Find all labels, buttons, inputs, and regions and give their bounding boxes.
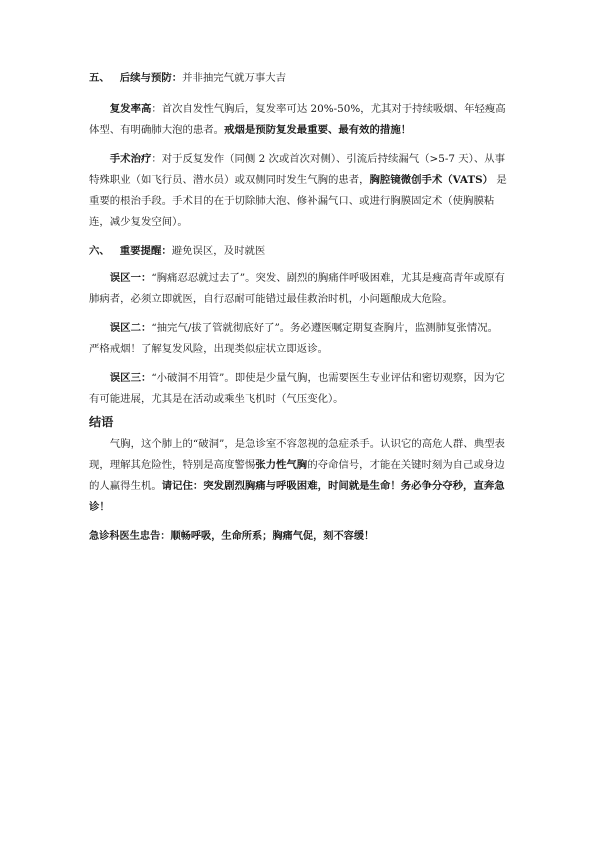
section-heading-reminder — [89, 241, 507, 262]
section-heading-followup — [89, 68, 507, 89]
surgery-text-2: 是重要的根治手段。手术目的在于切除肺大泡、修补漏气口、或进行胸膜固定术（使胸膜粘连，减少复发空间）。 — [89, 174, 507, 228]
paragraph-myth-2 — [89, 318, 507, 360]
conclusion-heading: 结语 — [89, 415, 114, 429]
paragraph-surgery — [89, 149, 507, 233]
conclusion-text-1: 气胸，这个肺上的“破洞”，是急诊室不容忽视的急症杀手。认识它的高危人群、典型表现，理解其危险性，特别是高度警惕 — [89, 438, 505, 471]
surgery-colon: ： — [151, 153, 162, 165]
myth-label: 误区三： — [109, 372, 152, 384]
conclusion-emphasis-1: 张力性气胸 — [255, 459, 308, 471]
myth-text: “抽完气/拔了管就彻底好了”。务必遵医嘱定期复查胸片，监测肺复张情况。严格戒烟！了解复发风险，出现类似症状立即返诊。 — [89, 322, 498, 355]
paragraph-myth-1 — [89, 268, 507, 310]
conclusion-text-2: 的夺命信号，才能在关键时刻为自己或身边的人赢得生机。 — [89, 459, 505, 492]
paragraph-recurrence — [89, 99, 507, 141]
document-content — [89, 68, 507, 547]
conclusion-emphasis-2: 请记住：突发剧烈胸痛与呼吸困难，时间就是生命！务必争分夺秒，直奔急诊！ — [89, 480, 505, 513]
surgery-label: 手术治疗 — [109, 153, 152, 165]
myth-text: “小破洞不用管”。即使是少量气胸，也需要医生专业评估和密切观察，因为它有可能进展，尤其是在活动或乘坐飞机时（气压变化）。 — [89, 372, 505, 405]
section-subtitle: 并非抽完气就万事大吉 — [182, 72, 287, 84]
myth-text: “胸痛忍忍就过去了”。突发、剧烈的胸痛伴呼吸困难，尤其是瘦高青年或原有肺病者，必须立即就医，自行忍耐可能错过最佳救治时机，小问题酿成大危险。 — [89, 272, 505, 305]
section-number: 六、 — [89, 245, 110, 257]
section-title: 重要提醒： — [119, 245, 172, 257]
section-subtitle: 避免误区，及时就医 — [171, 245, 266, 257]
myth-label: 误区一： — [109, 272, 152, 284]
myth-label: 误区二： — [109, 322, 152, 334]
doctor-advice: 急诊科医生忠告：顺畅呼吸，生命所系；胸痛气促，刻不容缓！ — [89, 531, 375, 542]
recurrence-text: 首次自发性气胸后，复发率可达 20%-50%，尤其对于持续吸烟、年轻瘦高体型、有明确肺大泡的患者。 — [89, 103, 506, 136]
section-title: 后续与预防： — [119, 72, 183, 84]
paragraph-myth-3 — [89, 368, 507, 410]
surgery-emphasis: 胸腔镜微创手术（VATS） — [369, 174, 494, 186]
recurrence-emphasis: 戒烟是预防复发最重要、最有效的措施！ — [224, 124, 412, 136]
recurrence-label: 复发率高 — [109, 103, 152, 115]
recurrence-colon: ： — [151, 103, 162, 115]
section-number: 五、 — [89, 72, 110, 84]
surgery-text-1: 对于反复发作（同侧 2 次或首次对侧）、引流后持续漏气（>5-7 天）、从事特殊职业（如飞行员、潜水员）或双侧同时发生气胸的患者， — [89, 153, 506, 186]
paragraph-conclusion — [89, 434, 507, 518]
